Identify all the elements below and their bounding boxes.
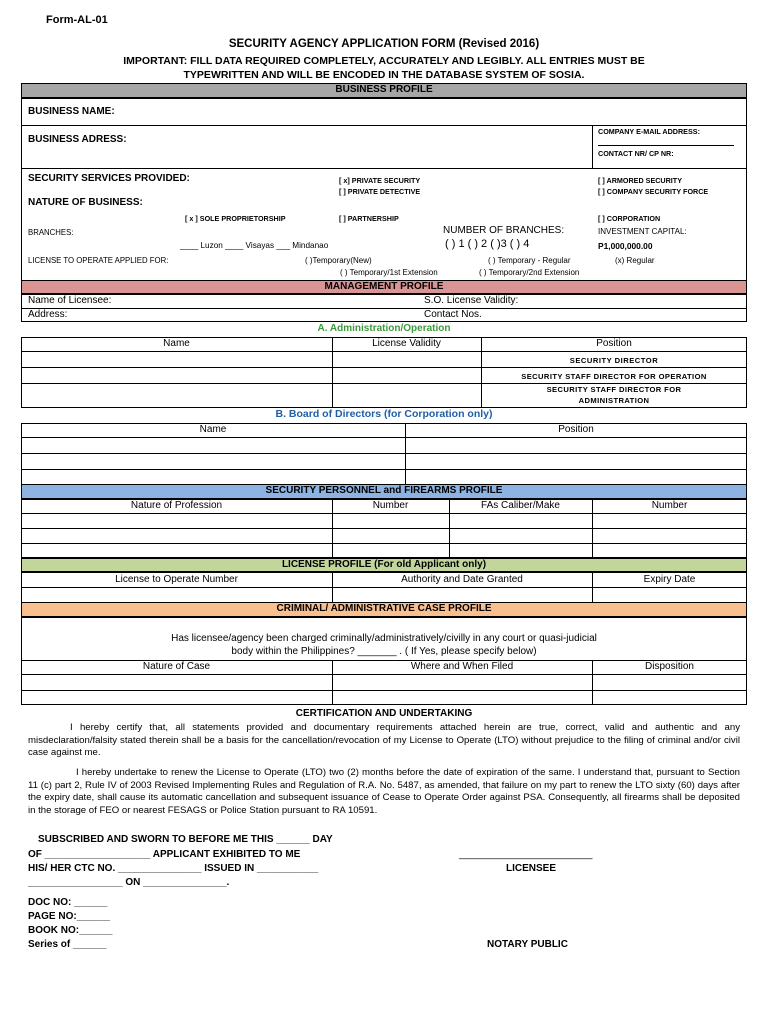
divider bbox=[21, 587, 747, 588]
personnel-firearms-header: SECURITY PERSONNEL and FIREARMS PROFILE bbox=[21, 484, 747, 499]
personnel-col-caliber: FAs Caliber/Make bbox=[481, 500, 560, 511]
personnel-col-profession: Nature of Profession bbox=[130, 500, 223, 511]
management-profile-header: MANAGEMENT PROFILE bbox=[21, 280, 747, 294]
admin-col-position: Position bbox=[596, 338, 632, 349]
divider bbox=[21, 351, 747, 352]
page-no: PAGE NO:______ bbox=[28, 911, 111, 922]
option-private-security[interactable]: [ x] PRIVATE SECURITY bbox=[339, 176, 421, 185]
admin-col-license-validity: License Validity bbox=[372, 338, 441, 349]
address-label: Address: bbox=[28, 309, 68, 320]
case-col-disposition: Disposition bbox=[645, 661, 694, 672]
option-armored-security[interactable]: [ ] ARMORED SECURITY bbox=[598, 176, 682, 185]
investment-capital-value: P1,000,000.00 bbox=[598, 241, 653, 251]
business-address-label: BUSINESS ADRESS: bbox=[28, 134, 127, 145]
license-col-authority-date: Authority and Date Granted bbox=[401, 574, 523, 585]
criminal-case-header: CRIMINAL/ ADMINISTRATIVE CASE PROFILE bbox=[21, 602, 747, 617]
form-code: Form-AL-01 bbox=[46, 14, 108, 26]
position-staff-director-for: SECURITY STAFF DIRECTOR FOR bbox=[546, 385, 682, 394]
licensee-signature-line[interactable]: ________________________ bbox=[459, 849, 593, 860]
option-temporary-1st-extension[interactable]: ( ) Temporary/1st Extension bbox=[340, 268, 438, 277]
case-col-nature: Nature of Case bbox=[142, 661, 211, 672]
option-sole-proprietorship[interactable]: [ x ] SOLE PROPRIETORSHIP bbox=[185, 214, 286, 223]
number-of-branches-options[interactable]: ( ) 1 ( ) 2 ( )3 ( ) 4 bbox=[445, 238, 530, 250]
so-license-validity-label: S.O. License Validity: bbox=[424, 295, 519, 306]
divider bbox=[21, 543, 747, 544]
option-corporation[interactable]: [ ] CORPORATION bbox=[598, 214, 661, 223]
personnel-col-fa-number: Number bbox=[651, 500, 688, 511]
important-line-1: IMPORTANT: FILL DATA REQUIRED COMPLETELY, ACCURATELY AND LEGIBLY. ALL ENTRIES MUST BE bbox=[123, 55, 645, 67]
book-no: BOOK NO:______ bbox=[28, 925, 113, 936]
investment-capital-label: INVESTMENT CAPITAL: bbox=[598, 227, 687, 236]
divider bbox=[21, 513, 747, 514]
admin-col-name: Name bbox=[163, 338, 190, 349]
divider bbox=[21, 674, 747, 675]
license-profile-header: LICENSE PROFILE (For old Applicant only) bbox=[21, 558, 747, 572]
option-company-security-force[interactable]: [ ] COMPANY SECURITY FORCE bbox=[598, 187, 709, 196]
option-partnership[interactable]: [ ] PARTNERSHIP bbox=[339, 214, 399, 223]
license-col-expiry-date: Expiry Date bbox=[643, 574, 696, 585]
security-services-label: SECURITY SERVICES PROVIDED: bbox=[28, 173, 190, 184]
of-applicant-line: OF ___________________ APPLICANT EXHIBITED TO ME bbox=[28, 849, 301, 860]
notary-public-label: NOTARY PUBLIC bbox=[487, 939, 568, 950]
option-temporary-new[interactable]: ( )Temporary(New) bbox=[305, 256, 372, 265]
divider bbox=[21, 469, 747, 470]
option-temporary-2nd-extension[interactable]: ( ) Temporary/2nd Extension bbox=[479, 268, 580, 277]
license-applied-label: LICENSE TO OPERATE APPLIED FOR: bbox=[28, 256, 169, 265]
case-col-where-when: Where and When Filed bbox=[410, 661, 514, 672]
board-of-directors-title: B. Board of Directors (for Corporation only) bbox=[275, 408, 493, 420]
email-underline bbox=[598, 145, 734, 146]
certification-title: CERTIFICATION AND UNDERTAKING bbox=[295, 708, 473, 719]
contact-number-label: CONTACT NR/ CP NR: bbox=[598, 149, 674, 158]
number-of-branches-label: NUMBER OF BRANCHES: bbox=[443, 225, 565, 236]
position-staff-director-operation: SECURITY STAFF DIRECTOR FOR OPERATION bbox=[521, 372, 707, 381]
divider bbox=[21, 437, 747, 438]
contact-nos-label: Contact Nos. bbox=[424, 309, 482, 320]
ctc-line: HIS/ HER CTC NO. _______________ ISSUED IN ___________ bbox=[28, 863, 319, 874]
important-notice bbox=[60, 54, 708, 82]
divider bbox=[21, 125, 747, 126]
important-line-2: TYPEWRITTEN AND WILL BE ENCODED IN THE DATABASE SYSTEM OF SOSIA. bbox=[183, 69, 585, 81]
divider bbox=[21, 690, 747, 691]
company-email-label: COMPANY E-MAIL ADDRESS: bbox=[598, 127, 700, 136]
divider bbox=[592, 125, 593, 168]
divider bbox=[21, 367, 747, 368]
nature-of-business-label: NATURE OF BUSINESS: bbox=[28, 197, 143, 208]
form-title: SECURITY AGENCY APPLICATION FORM (Revised 2016) bbox=[228, 38, 540, 50]
divider bbox=[21, 528, 747, 529]
personnel-col-number: Number bbox=[372, 500, 409, 511]
position-security-director: SECURITY DIRECTOR bbox=[569, 356, 659, 365]
option-regular[interactable]: (x) Regular bbox=[615, 256, 655, 265]
criminal-question-line-2: body within the Philippines? _______ . ( If Yes, please specify below) bbox=[231, 646, 537, 657]
branches-label: BRANCHES: bbox=[28, 228, 74, 237]
license-col-lto-number: License to Operate Number bbox=[115, 574, 238, 585]
doc-no: DOC NO: ______ bbox=[28, 897, 108, 908]
position-administration: ADMINISTRATION bbox=[578, 396, 650, 405]
administration-title: A. Administration/Operation bbox=[317, 323, 451, 334]
option-temporary-regular[interactable]: ( ) Temporary - Regular bbox=[488, 256, 571, 265]
divider bbox=[21, 383, 747, 384]
branches-areas[interactable]: ____ Luzon ____ Visayas ___ Mindanao bbox=[180, 241, 329, 250]
series-of: Series of ______ bbox=[28, 939, 107, 950]
board-col-position: Position bbox=[558, 424, 594, 435]
certification-paragraph-1: I hereby certify that, all statements provided and documentary requirements attached herein are true, correct, valid and authentic and any misdeclaration/falsity stated therein shall be a basis for the cancellation/revocation of my License to Operate (LTO) without prejudice to the filing of criminal and/or civil case against me. bbox=[28, 722, 740, 759]
divider bbox=[21, 168, 747, 169]
business-profile-header: BUSINESS PROFILE bbox=[21, 83, 747, 98]
divider bbox=[21, 308, 747, 309]
licensee-label: LICENSEE bbox=[506, 863, 557, 874]
board-col-name: Name bbox=[199, 424, 227, 435]
divider bbox=[21, 453, 747, 454]
certification-paragraph-2: I hereby undertake to renew the License to Operate (LTO) two (2) months before the date of expiration of the same. I understand that, pursuant to Section 11 (c) part 2, Rule IV of 2003 Revised Implementing Rules and Regulation of R.A. No. 5487, as amended, that failure on my part to renew the LTO sixty (60) days after the expiry date, shall cause its automatic cancellation and subsequent issuance of Cease to Operate Order against PSA. Consequently, all firearms shall be deposited in the storage of FEO or nearest FESAGS or Police Station pursuant to RA 10591. bbox=[28, 767, 740, 816]
licensee-name-label: Name of Licensee: bbox=[28, 295, 112, 306]
subscribed-sworn-line: SUBSCRIBED AND SWORN TO BEFORE ME THIS ______ DAY bbox=[38, 834, 333, 845]
business-name-label: BUSINESS NAME: bbox=[28, 106, 115, 117]
on-line: _________________ ON _______________. bbox=[28, 877, 230, 888]
option-private-detective[interactable]: [ ] PRIVATE DETECTIVE bbox=[339, 187, 421, 196]
criminal-question-line-1: Has licensee/agency been charged criminally/administratively/civilly in any court or quasi-judicial bbox=[171, 633, 597, 644]
